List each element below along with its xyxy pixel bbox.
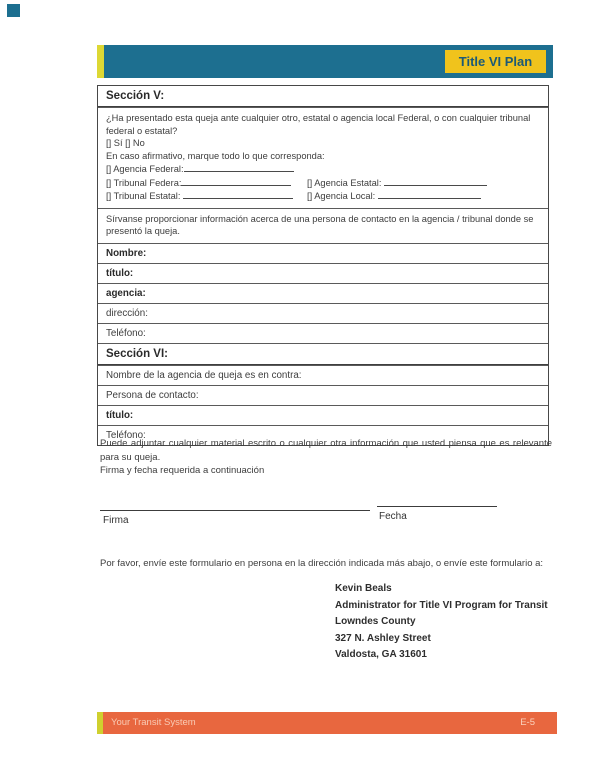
signature-note-text: Firma y fecha requerida a continuación bbox=[100, 465, 265, 476]
field-row-agency-against: Nombre de la agencia de queja es en contra: bbox=[98, 365, 548, 385]
blank-line bbox=[181, 176, 291, 186]
field-row-address: dirección: bbox=[98, 303, 548, 323]
state-court-check-line bbox=[106, 189, 307, 203]
state-court-checkbox-label: [] Tribunal Estatal: bbox=[106, 191, 181, 201]
blank-line bbox=[378, 189, 481, 199]
date-line bbox=[377, 506, 497, 507]
footer-accent-stripe bbox=[97, 712, 103, 734]
blank-line bbox=[184, 162, 294, 172]
footer-brand: Your Transit System bbox=[111, 717, 196, 728]
address-line-name: Kevin Beals bbox=[335, 583, 392, 594]
field-row-name: Nombre: bbox=[98, 243, 548, 263]
blank-line bbox=[183, 189, 293, 199]
date-label: Fecha bbox=[379, 511, 407, 522]
federal-court-check-line bbox=[106, 176, 307, 190]
field-row-phone: Teléfono: bbox=[98, 323, 548, 343]
field-row-phone-vi: Teléfono: bbox=[98, 425, 548, 445]
check-instruction: En caso afirmativo, marque todo lo que corresponda: bbox=[106, 150, 325, 161]
field-row-title-vi: título: bbox=[98, 405, 548, 425]
blank-line bbox=[384, 176, 487, 186]
local-agency-check-line bbox=[307, 189, 540, 203]
address-line-county: Lowndes County bbox=[335, 616, 416, 627]
local-agency-checkbox-label: [] Agencia Local: bbox=[307, 191, 376, 201]
footer-page-number: E-5 bbox=[520, 717, 535, 728]
federal-agency-check-line bbox=[106, 162, 540, 176]
field-row-title: título: bbox=[98, 263, 548, 283]
contact-note-text: Sírvanse proporcionar información acerca de una persona de contacto en la agencia / tribunal donde se presentó la queja. bbox=[106, 213, 534, 237]
mailing-address bbox=[335, 581, 548, 664]
state-agency-check-line bbox=[307, 176, 540, 190]
contact-note-cell bbox=[98, 208, 548, 244]
address-line-role: Administrator for Title VI Program for Transit bbox=[335, 599, 548, 611]
signature-line bbox=[100, 510, 370, 511]
submit-instructions: Por favor, envíe este formulario en persona en la dirección indicada más abajo, o envíe este formulario a: bbox=[100, 558, 544, 569]
attach-note-text: Puede adjuntar cualquier material escrito o cualquier otra información que usted piensa que es relevante para su queja. bbox=[100, 438, 552, 463]
section-v-heading: Sección V: bbox=[98, 86, 548, 107]
field-row-contact-person: Persona de contacto: bbox=[98, 385, 548, 405]
address-line-street: 327 N. Ashley Street bbox=[335, 632, 431, 644]
state-agency-checkbox-label: [] Agencia Estatal: bbox=[307, 177, 382, 188]
closing-notes bbox=[100, 437, 552, 478]
question-text: ¿Ha presentado esta queja ante cualquier otro, estatal o agencia local Federal, o con cualquier tribunal federal o estatal? bbox=[106, 113, 531, 136]
footer-bar bbox=[97, 712, 557, 734]
federal-agency-checkbox-label: [] Agencia Federal: bbox=[106, 164, 184, 174]
page-title: Title VI Plan bbox=[445, 50, 546, 73]
section-vi-heading: Sección VI: bbox=[98, 343, 548, 365]
header-band bbox=[97, 45, 553, 78]
yes-no-checkboxes: [] Sí [] No bbox=[106, 138, 145, 148]
signature-label: Firma bbox=[103, 515, 129, 526]
complaint-form-table bbox=[97, 85, 549, 446]
address-line-city: Valdosta, GA 31601 bbox=[335, 649, 427, 660]
federal-court-checkbox-label: [] Tribunal Federa: bbox=[106, 177, 182, 188]
field-row-agency: agencia: bbox=[98, 283, 548, 303]
header-accent-stripe bbox=[97, 45, 104, 78]
corner-accent-square bbox=[7, 4, 20, 17]
section-v-question-cell bbox=[98, 107, 548, 208]
